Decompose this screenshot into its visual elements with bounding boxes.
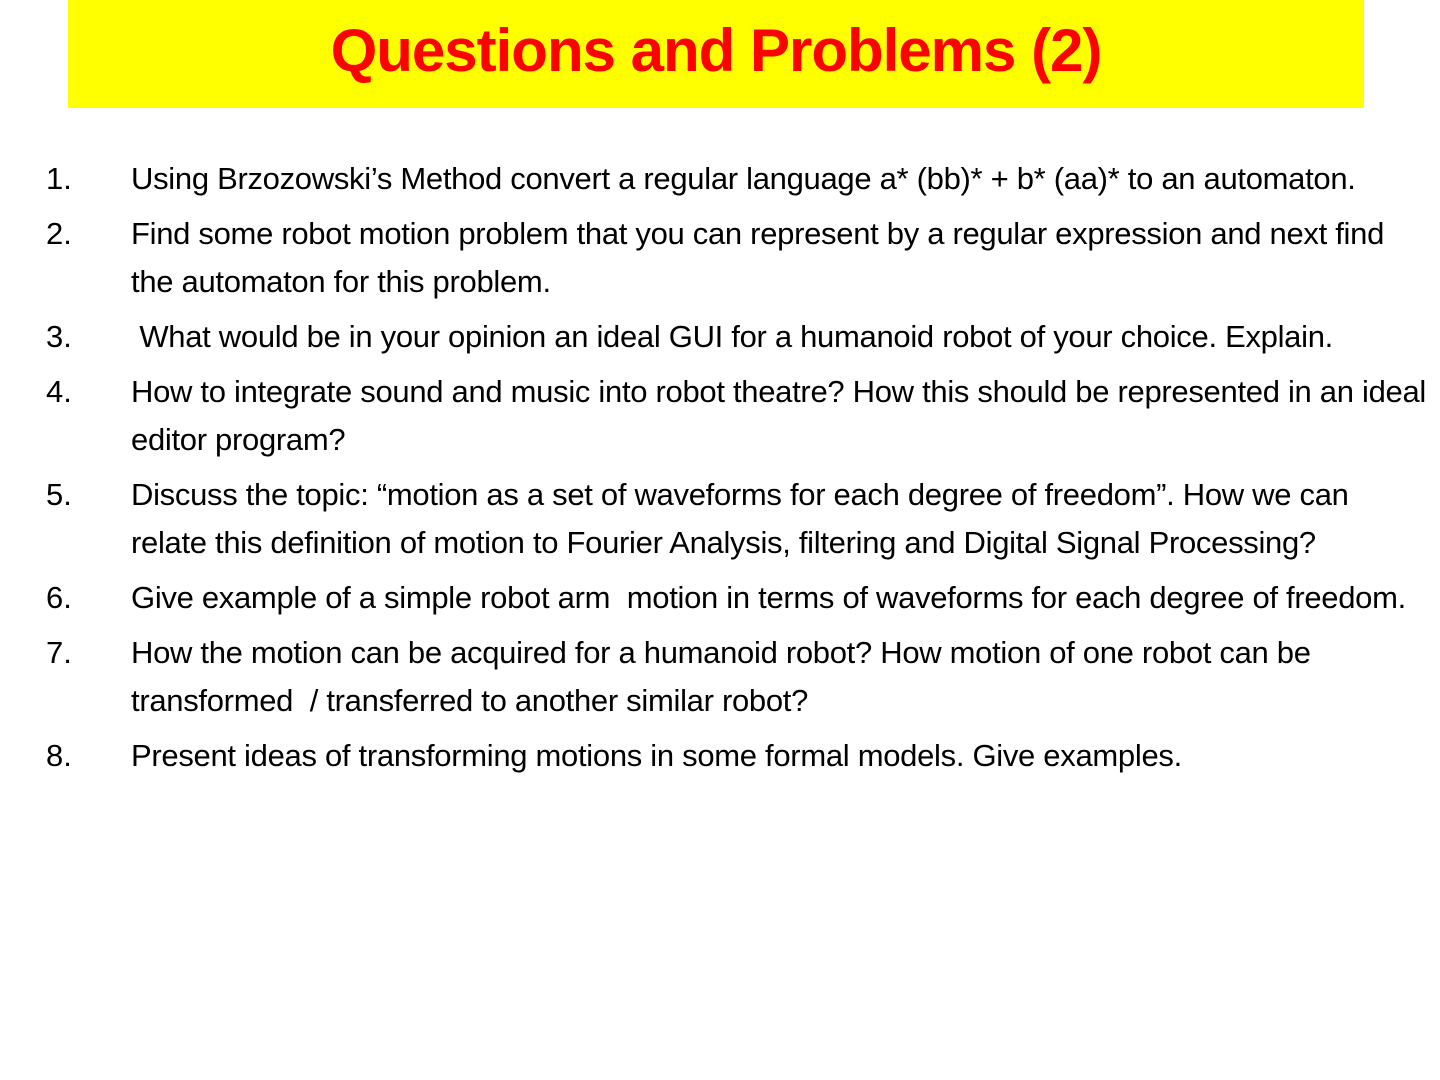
question-item <box>46 155 1430 203</box>
title-bar <box>68 0 1364 108</box>
question-item <box>46 471 1430 567</box>
question-number: 1. <box>46 161 72 196</box>
question-text: How to integrate sound and music into robot theatre? How this should be represented in an ideal editor program? <box>131 374 1426 457</box>
question-text: How the motion can be acquired for a humanoid robot? How motion of one robot can be transformed / transferred to another similar robot? <box>131 635 1319 718</box>
question-number: 3. <box>46 319 72 354</box>
question-number: 2. <box>46 216 72 251</box>
question-number: 7. <box>46 635 72 670</box>
question-text: Give example of a simple robot arm motion in terms of waveforms for each degree of freedom. <box>131 580 1406 615</box>
question-item <box>46 732 1430 780</box>
question-item <box>46 210 1430 306</box>
slide-title: Questions and Problems (2) <box>330 17 1102 84</box>
question-text: Present ideas of transforming motions in some formal models. Give examples. <box>131 738 1182 773</box>
question-text: What would be in your opinion an ideal GUI for a humanoid robot of your choice. Explain. <box>131 319 1333 354</box>
question-number: 8. <box>46 738 72 773</box>
question-text: Find some robot motion problem that you can represent by a regular expression and next find the automaton for this problem. <box>131 216 1385 299</box>
question-item <box>46 629 1430 725</box>
question-number: 4. <box>46 374 72 409</box>
question-text: Using Brzozowski’s Method convert a regular language a* (bb)* + b* (aa)* to an automaton. <box>131 161 1356 196</box>
question-list <box>46 155 1430 787</box>
question-text: Discuss the topic: “motion as a set of waveforms for each degree of freedom”. How we can relate this definition of motion to Fourier Analysis, filtering and Digital Signal Processing? <box>131 477 1349 560</box>
question-item <box>46 368 1430 464</box>
question-number: 5. <box>46 477 72 512</box>
question-item <box>46 574 1430 622</box>
question-number: 6. <box>46 580 72 615</box>
question-item <box>46 313 1430 361</box>
